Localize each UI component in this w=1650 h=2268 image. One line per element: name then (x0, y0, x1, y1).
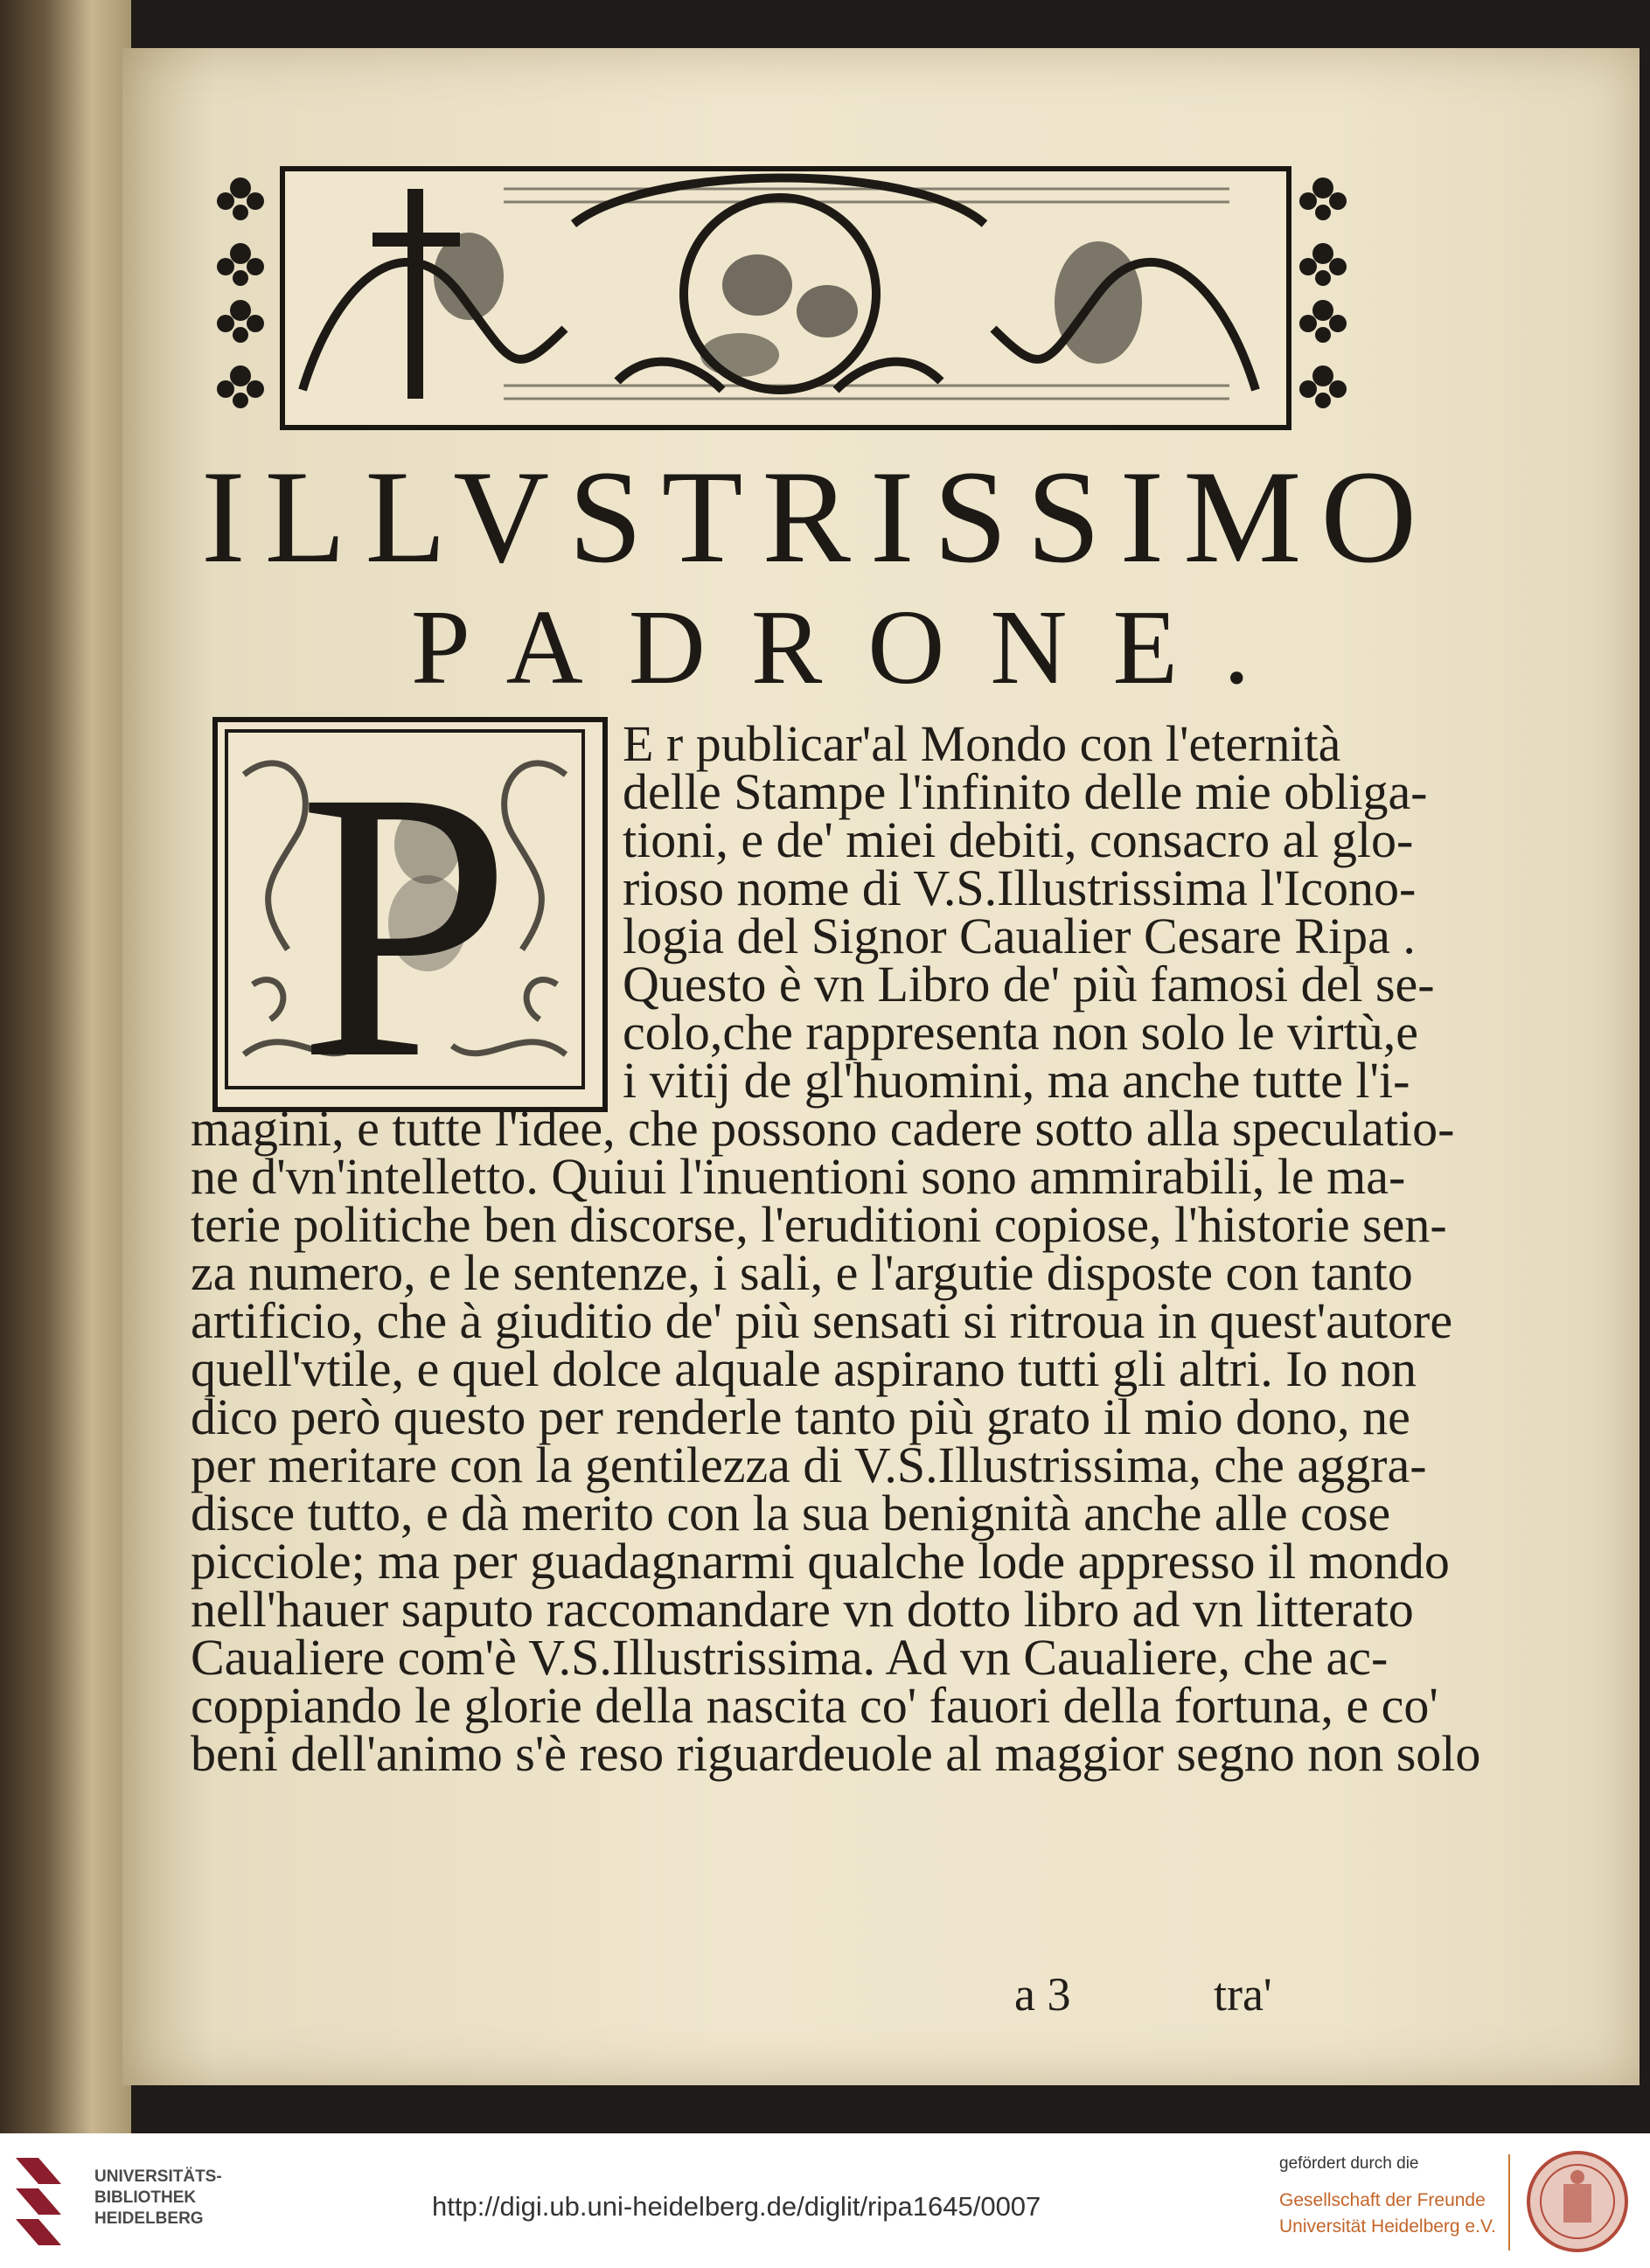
body-line-13: artificio, che à giuditio de' più sensati si ritroua in quest'autore (191, 1292, 1453, 1349)
drop-cap-letter: P (297, 722, 512, 1096)
body-line-20: Caualiere com'è V.S.Illustrissima. Ad vn Caualiere, che ac- (191, 1629, 1389, 1686)
body-line-21: coppiando le glorie della nascita co' fauori della fortuna, e co' (191, 1677, 1438, 1734)
university-library-logo-icon (16, 2158, 84, 2245)
body-line-12: za numero, e le sentenze, i sali, e l'argutie disposte con tanto (191, 1244, 1413, 1301)
woodcut-headpiece (280, 166, 1291, 430)
right-fleuron-column (1292, 170, 1354, 415)
library-name-line-2: BIBLIOTHEK (94, 2188, 197, 2207)
body-line-8: i vitij de gl'huomini, ma anche tutte l'i- (623, 1052, 1410, 1109)
library-name (94, 2167, 222, 2230)
body-line-9: magini, e tutte l'idee, che possono cadere sotto alla speculatio- (191, 1100, 1455, 1157)
body-line-1: E r publicar'al Mondo con l'eternità (623, 715, 1341, 772)
page-title-line-2: PADRONE. (411, 588, 1296, 706)
funded-by-label: gefördert durch die (1279, 2154, 1419, 2173)
page-title-line-1: ILLVSTRISSIMO (201, 443, 1437, 590)
initial-ornament (218, 722, 592, 1096)
body-line-6: Questo è vn Libro de' più famosi del se- (623, 956, 1435, 1012)
body-line-5: logia del Signor Caualier Cesare Ripa . (623, 908, 1416, 964)
decorated-initial (212, 717, 608, 1112)
footer-bar (0, 2133, 1650, 2268)
headpiece-illustration (285, 171, 1276, 414)
source-url-link[interactable]: http://digi.ub.uni-heidelberg.de/diglit/ripa1645/0007 (432, 2191, 1041, 2222)
book-spine-edge (0, 0, 131, 2133)
body-line-11: terie politiche ben discorse, l'eruditioni copiose, l'historie sen- (191, 1196, 1447, 1253)
body-line-4: rioso nome di V.S.Illustrissima l'Icono- (623, 859, 1417, 916)
library-name-line-3: HEIDELBERG (94, 2209, 204, 2228)
catchword: tra' (1213, 1968, 1272, 2021)
body-line-10: ne d'vn'intelletto. Quiui l'inuentioni sono ammirabili, le ma- (191, 1148, 1406, 1205)
body-line-16: per meritare con la gentilezza di V.S.Illustrissima, che aggra- (191, 1437, 1427, 1493)
body-line-2: delle Stampe l'infinito delle mie obliga- (623, 763, 1428, 820)
society-name-line-1: Gesellschaft der Freunde (1279, 2190, 1486, 2210)
library-name-line-1: UNIVERSITÄTS- (94, 2167, 222, 2186)
society-seal-icon (1525, 2149, 1630, 2254)
body-line-18: picciole; ma per guadagnarmi qualche lode appresso il mondo (191, 1533, 1450, 1590)
body-line-7: colo,che rappresenta non solo le virtù,e (623, 1004, 1418, 1061)
left-fleuron-column (210, 170, 271, 415)
body-line-15: dico però questo per renderle tanto più grato il mio dono, ne (191, 1388, 1410, 1445)
society-name (1279, 2188, 1496, 2240)
body-line-3: tioni, e de' miei debiti, consacro al glo- (623, 811, 1414, 868)
body-line-14: quell'vtile, e quel dolce alquale aspirano tutti gli altri. Io non (191, 1340, 1417, 1397)
body-line-17: disce tutto, e dà merito con la sua benignità anche alle cose (191, 1485, 1391, 1541)
body-line-19: nell'hauer saputo raccomandare vn dotto libro ad vn litterato (191, 1581, 1414, 1638)
signature-mark: a 3 (1014, 1968, 1071, 2021)
page-footer-marks (1014, 1967, 1417, 2021)
body-line-22: beni dell'animo s'è reso riguardeuole al maggior segno non solo (191, 1725, 1481, 1782)
footer-divider (1508, 2154, 1510, 2251)
society-name-line-2: Universität Heidelberg e.V. (1279, 2216, 1496, 2237)
